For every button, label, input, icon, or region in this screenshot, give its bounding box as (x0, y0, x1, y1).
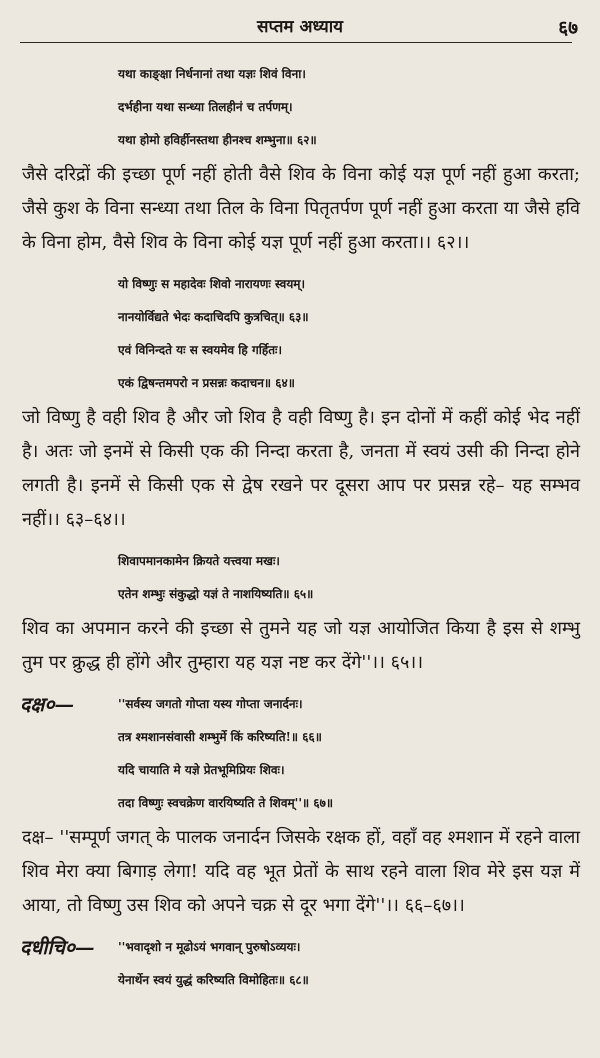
page-content (0, 58, 600, 997)
commentary-paragraph: दक्ष– ''सम्पूर्ण जगत् के पालक जनार्दन जिसके रक्षक हों, वहाँ वह श्मशान में रहने वाला शिव मेरा क्या बिगाड़ लेगा! यदि वह भूत प्रेतों के साथ रहने वाला शिव मेरे इस यज्ञ में आया, तो विष्णु उस शिव को अपने चक्र से दूर भगा देंगे''।। ६६–६७।। (22, 827, 580, 916)
page-number: ६७ (558, 17, 578, 39)
speaker-label: दधीचि०— (20, 936, 95, 959)
verse-line: ''भवादृशो न मूढोऽयं भगवान् पुरुषोऽव्ययः। (118, 940, 301, 954)
verse-line: शिवापमानकामेन क्रियते यत्त्वया मखः। (118, 554, 280, 568)
verse-block (0, 688, 600, 923)
page-header (0, 14, 600, 40)
verse-line: येनार्थेन स्वयं युद्धं करिष्यति विमोहितः॥ ६८॥ (118, 973, 309, 987)
verse-block (0, 268, 600, 537)
verse-line: यथा होमो हविर्हीनस्तथा हीनश्च शम्भुना॥ ६२॥ (118, 133, 317, 147)
commentary-paragraph: जो विष्णु है वही शिव है और जो शिव है वही विष्णु है। इन दोनों में कहीं कोई भेद नहीं है। अतः जो इनमें से किसी एक की निन्दा करता है, जनता में स्वयं उसी की निन्दा होने लगती है। इनमें से किसी एक से द्वेष रखने पर दूसरा आप पर प्रसन्न रहे– यह सम्भव नहीं।। ६३–६४।। (22, 407, 580, 530)
verse-line: तत्र श्मशानसंवासी शम्भुर्मे किं करिष्यति!॥ ६६॥ (118, 730, 322, 744)
verse-line: एतेन शम्भुः संकुद्धो यज्ञं ते नाशयिष्यति॥ ६५॥ (118, 587, 314, 601)
verse-block (0, 58, 600, 260)
verse-line: एकं द्विषन्तमपरो न प्रसन्नः कदाचन॥ ६४॥ (118, 376, 295, 390)
verse-line: यदि चायाति मे यज्ञे प्रेतभूमिप्रियः शिवः। (118, 763, 285, 777)
verse-line: एवं विनिन्दते यः स स्वयमेव हि गर्हितः। (118, 343, 283, 357)
verse-block (0, 545, 600, 680)
verse-line: ''सर्वस्य जगतो गोप्ता यस्य गोप्ता जनार्दनः। (118, 697, 303, 711)
commentary-paragraph: जैसे दरिद्रों की इच्छा पूर्ण नहीं होती वैसे शिव के विना कोई यज्ञ पूर्ण नहीं हुआ करता; जैसे कुश के विना सन्ध्या तथा तिल के विना पितृतर्पण पूर्ण नहीं हुआ करता या जैसे हवि के विना होम, वैसे शिव के विना कोई यज्ञ पूर्ण नहीं हुआ करता।। ६२।। (22, 164, 580, 253)
running-title: सप्तम अध्याय (256, 17, 343, 37)
commentary-paragraph: शिव का अपमान करने की इच्छा से तुमने यह जो यज्ञ आयोजित किया है इस से शम्भु तुम पर क्रुद्ध ही होंगे और तुम्हारा यह यज्ञ नष्ट कर देंगे''।। ६५।। (22, 618, 580, 673)
verse-line: दर्भहीना यथा सन्ध्या तिलहीनं च तर्पणम्। (118, 100, 293, 114)
verse-line: नानयोर्विद्यते भेदः कदाचिदपि कुत्रचित्॥ ६३॥ (118, 310, 309, 324)
verse-line: यथा काङ्क्षा निर्धनानां तथा यज्ञः शिवं विना। (118, 67, 306, 81)
verse-line: यो विष्णुः स महादेवः शिवो नारायणः स्वयम्। (118, 277, 306, 291)
verse-block (0, 931, 600, 997)
speaker-label: दक्ष०— (20, 693, 74, 716)
header-rule (20, 42, 572, 43)
verse-line: तदा विष्णुः स्वचक्रेण वारयिष्यति ते शिवम्''॥ ६७॥ (118, 796, 334, 810)
